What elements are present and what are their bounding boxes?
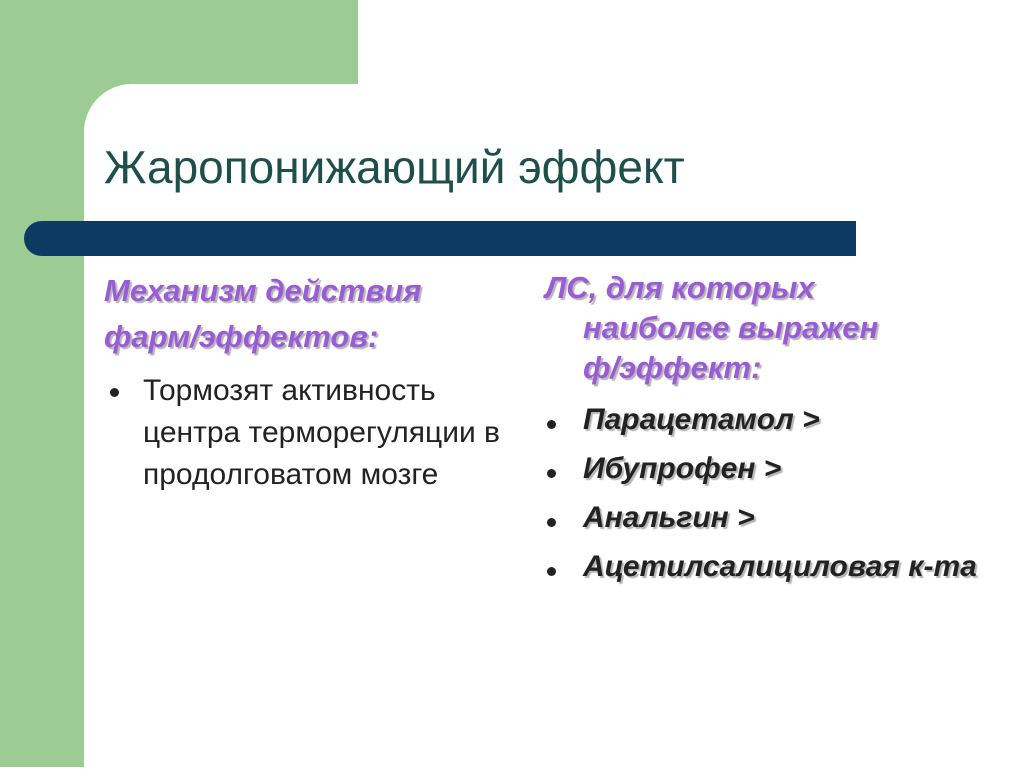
right-heading-line-3: ф/эффект: [583, 350, 762, 385]
title-underline-bar [24, 221, 856, 256]
right-heading-line-1: ЛС, для которых [545, 270, 815, 305]
drug-label: Ибупрофен > [583, 452, 782, 485]
left-bullet-text: Тормозят активность центра терморегуляции в продолговатом мозге [143, 374, 500, 491]
left-heading [104, 268, 524, 360]
left-bullet-item [105, 370, 505, 496]
drug-list [545, 400, 985, 596]
list-item [545, 498, 985, 538]
list-item [545, 547, 985, 587]
right-heading-line-2: наиболее выражен [583, 310, 879, 345]
slide-title: Жаропонижающий эффект [104, 141, 685, 193]
bullet-dot-icon [547, 469, 556, 478]
drug-label: Парацетамол > [583, 403, 820, 436]
bullet-dot-icon [547, 518, 556, 527]
left-heading-line-2: фарм/эффектов: [104, 319, 379, 354]
left-heading-line-1: Механизм действия [104, 273, 422, 308]
bullet-dot-icon [110, 388, 119, 397]
drug-label: Анальгин > [583, 501, 755, 534]
bullet-dot-icon [547, 420, 556, 429]
list-item [545, 449, 985, 489]
list-item [545, 400, 985, 440]
right-heading [545, 268, 975, 388]
bullet-dot-icon [547, 567, 556, 576]
drug-label: Ацетилсалициловая к-та [583, 550, 977, 583]
